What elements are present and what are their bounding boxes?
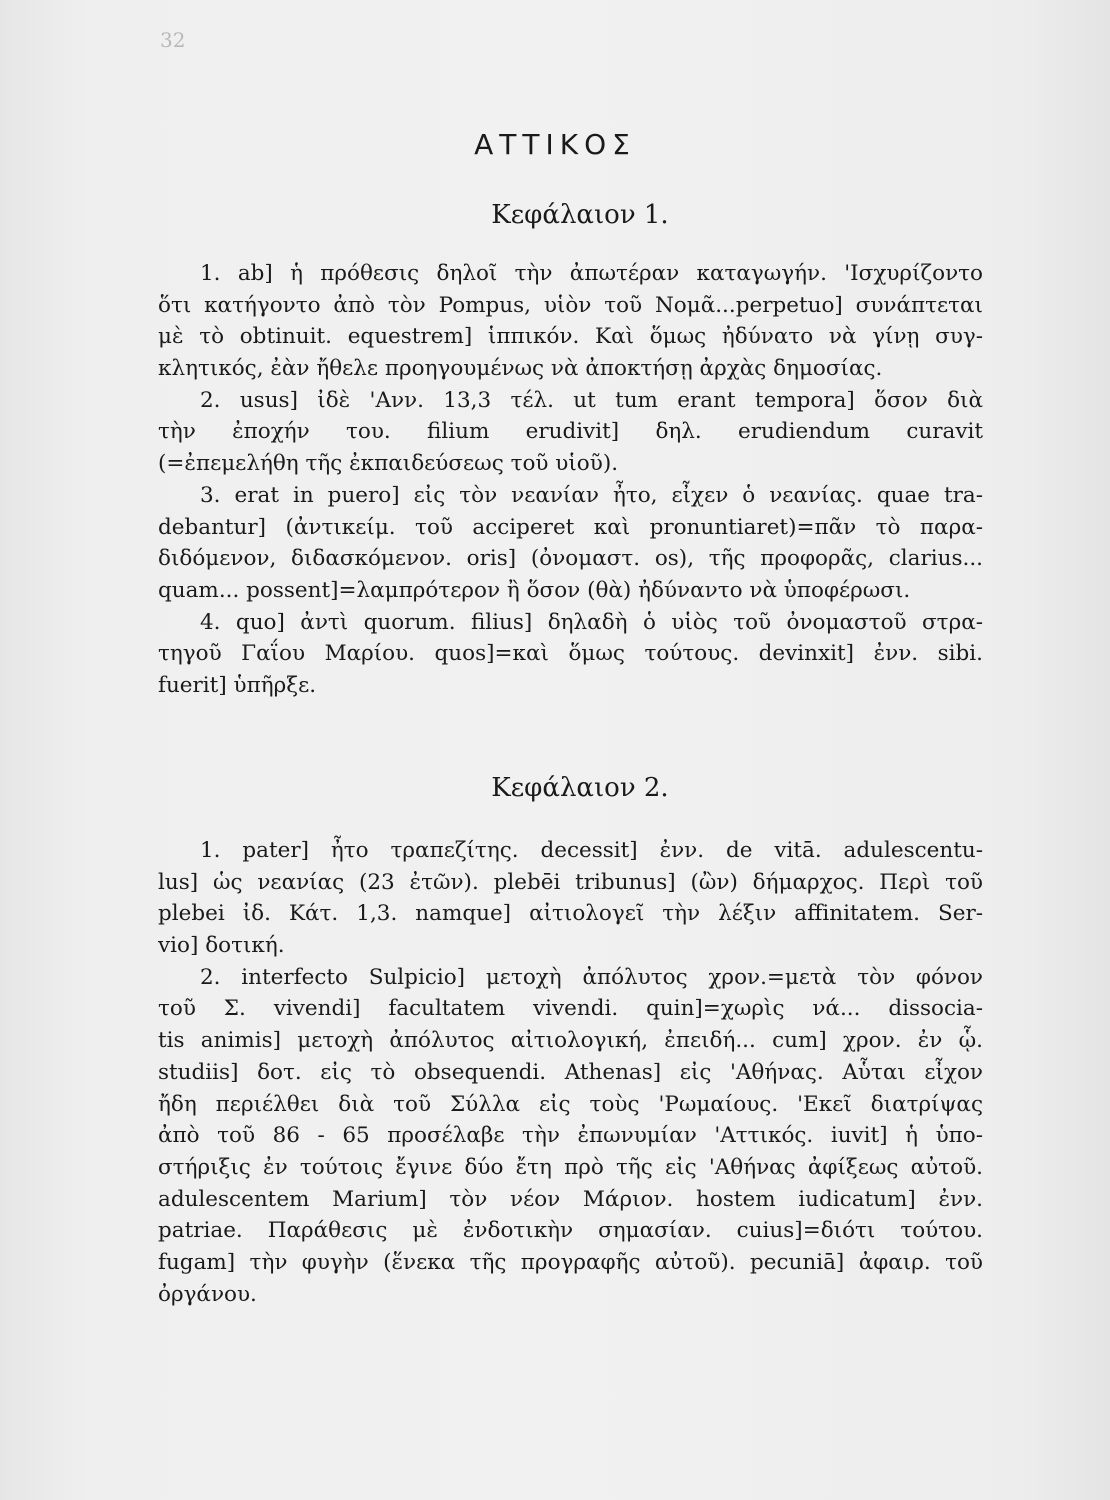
text-line: μὲ τὸ obtinuit. equestrem] ἱππικόν. Καὶ ὅμως ἠδύνατο νὰ γίνῃ συγ- (158, 324, 983, 350)
text-line: ὅτι κατήγοντο ἀπὸ τὸν Pompus, υἱὸν τοῦ Νομᾶ...perpetuo] συνάπτεται (158, 292, 983, 318)
text-line: patriae. Παράθεσις μὲ ἐνδοτικὴν σημασίαν. cuius]=διότι τούτου. (158, 1218, 983, 1244)
text-line: 2. usus] ἰδὲ 'Ανν. 13,3 τέλ. ut tum erant tempora] ὅσον διὰ (200, 387, 983, 413)
text-line: 4. quo] ἀντὶ quorum. filius] δηλαδὴ ὁ υἱὸς τοῦ ὀνομαστοῦ στρα- (200, 609, 983, 635)
chapter-1-heading: Κεφάλαιον 1. (491, 200, 669, 230)
text-line: διδόμενον, διδασκόμενον. oris] (ὀνομαστ. os), τῆς προφορᾶς, clarius... (158, 546, 983, 572)
text-line: 1. pater] ἦτο τραπεζίτης. decessit] ἐνν. de vitā. adulescentu- (200, 838, 983, 863)
text-line: 1. ab] ἡ πρόθεσις δηλοῖ τὴν ἀπωτέραν καταγωγήν. 'Ισχυρίζοντο (200, 261, 983, 286)
text-line: 2. interfecto Sulpicio] μετοχὴ ἀπόλυτος χρον.=μετὰ τὸν φόνον (200, 964, 983, 990)
text-line: vio] δοτική. (158, 933, 285, 959)
text-line: adulescentem Marium] τὸν νέον Μάριον. hostem iudicatum] ἐνν. (158, 1186, 983, 1212)
chapter-2-heading: Κεφάλαιον 2. (491, 773, 669, 803)
text-line: plebei ἰδ. Κάτ. 1,3. namque] αἰτιολογεῖ τὴν λέξιν affinitatem. Ser- (158, 901, 983, 927)
chapter-2-commentary (158, 835, 983, 1310)
text-line: (=ἐπεμελήθη τῆς ἐκπαιδεύσεως τοῦ υἱοῦ). (158, 451, 619, 477)
text-line: τηγοῦ Γαΐου Μαρίου. quos]=καὶ ὅμως τούτους. devinxit] ἐνν. sibi. (158, 641, 983, 667)
running-title: ΑΤΤΙΚΟΣ (474, 128, 636, 161)
text-line: στήριξις ἐν τούτοις ἔγινε δύο ἔτη πρὸ τῆς εἰς 'Αθήνας ἀφίξεως αὐτοῦ. (158, 1154, 983, 1180)
text-line: 3. erat in puero] εἰς τὸν νεανίαν ἦτο, εἶχεν ὁ νεανίας. quae tra- (200, 482, 983, 508)
text-line: debantur] (ἀντικείμ. τοῦ acciperet καὶ pronuntiaret)=πᾶν τὸ παρα- (158, 514, 983, 540)
text-line: lus] ὡς νεανίας (23 ἐτῶν). plebēi tribunus] (ὢν) δήμαρχος. Περὶ τοῦ (158, 869, 983, 895)
text-line: τὴν ἐποχήν του. filium erudivit] δηλ. erudiendum curavit (158, 419, 983, 445)
text-line: κλητικός, ἐὰν ἤθελε προηγουμένως νὰ ἀποκτήσῃ ἀρχὰς δημοσίας. (158, 356, 883, 382)
text-line: fugam] τὴν φυγὴν (ἕνεκα τῆς προγραφῆς αὐτοῦ). pecuniā] ἀφαιρ. τοῦ (158, 1249, 983, 1275)
text-line: ἀπὸ τοῦ 86 - 65 προσέλαβε τὴν ἐπωνυμίαν 'Αττικός. iuvit] ἡ ὑπο- (158, 1123, 983, 1149)
text-line: fuerit] ὑπῆρξε. (158, 672, 317, 698)
text-line: ὀργάνου. (158, 1281, 257, 1307)
chapter-1-commentary (158, 258, 983, 702)
page-number: 32 (160, 28, 186, 52)
text-line: ἤδη περιέλθει διὰ τοῦ Σύλλα εἰς τοὺς 'Ρωμαίους. 'Εκεῖ διατρίψας (158, 1091, 983, 1117)
text-line: τοῦ Σ. vivendi] facultatem vivendi. quin]=χωρὶς νά... dissocia- (158, 996, 983, 1022)
text-line: tis animis] μετοχὴ ἀπόλυτος αἰτιολογική, ἐπειδή... cum] χρον. ἐν ᾧ. (158, 1028, 983, 1054)
text-line: quam... possent]=λαμπρότερον ἢ ὅσον (θὰ) ἠδύναντο νὰ ὑποφέρωσι. (158, 577, 911, 603)
text-line: studiis] δοτ. εἰς τὸ obsequendi. Athenas] εἰς 'Αθήνας. Αὗται εἶχον (158, 1059, 983, 1085)
